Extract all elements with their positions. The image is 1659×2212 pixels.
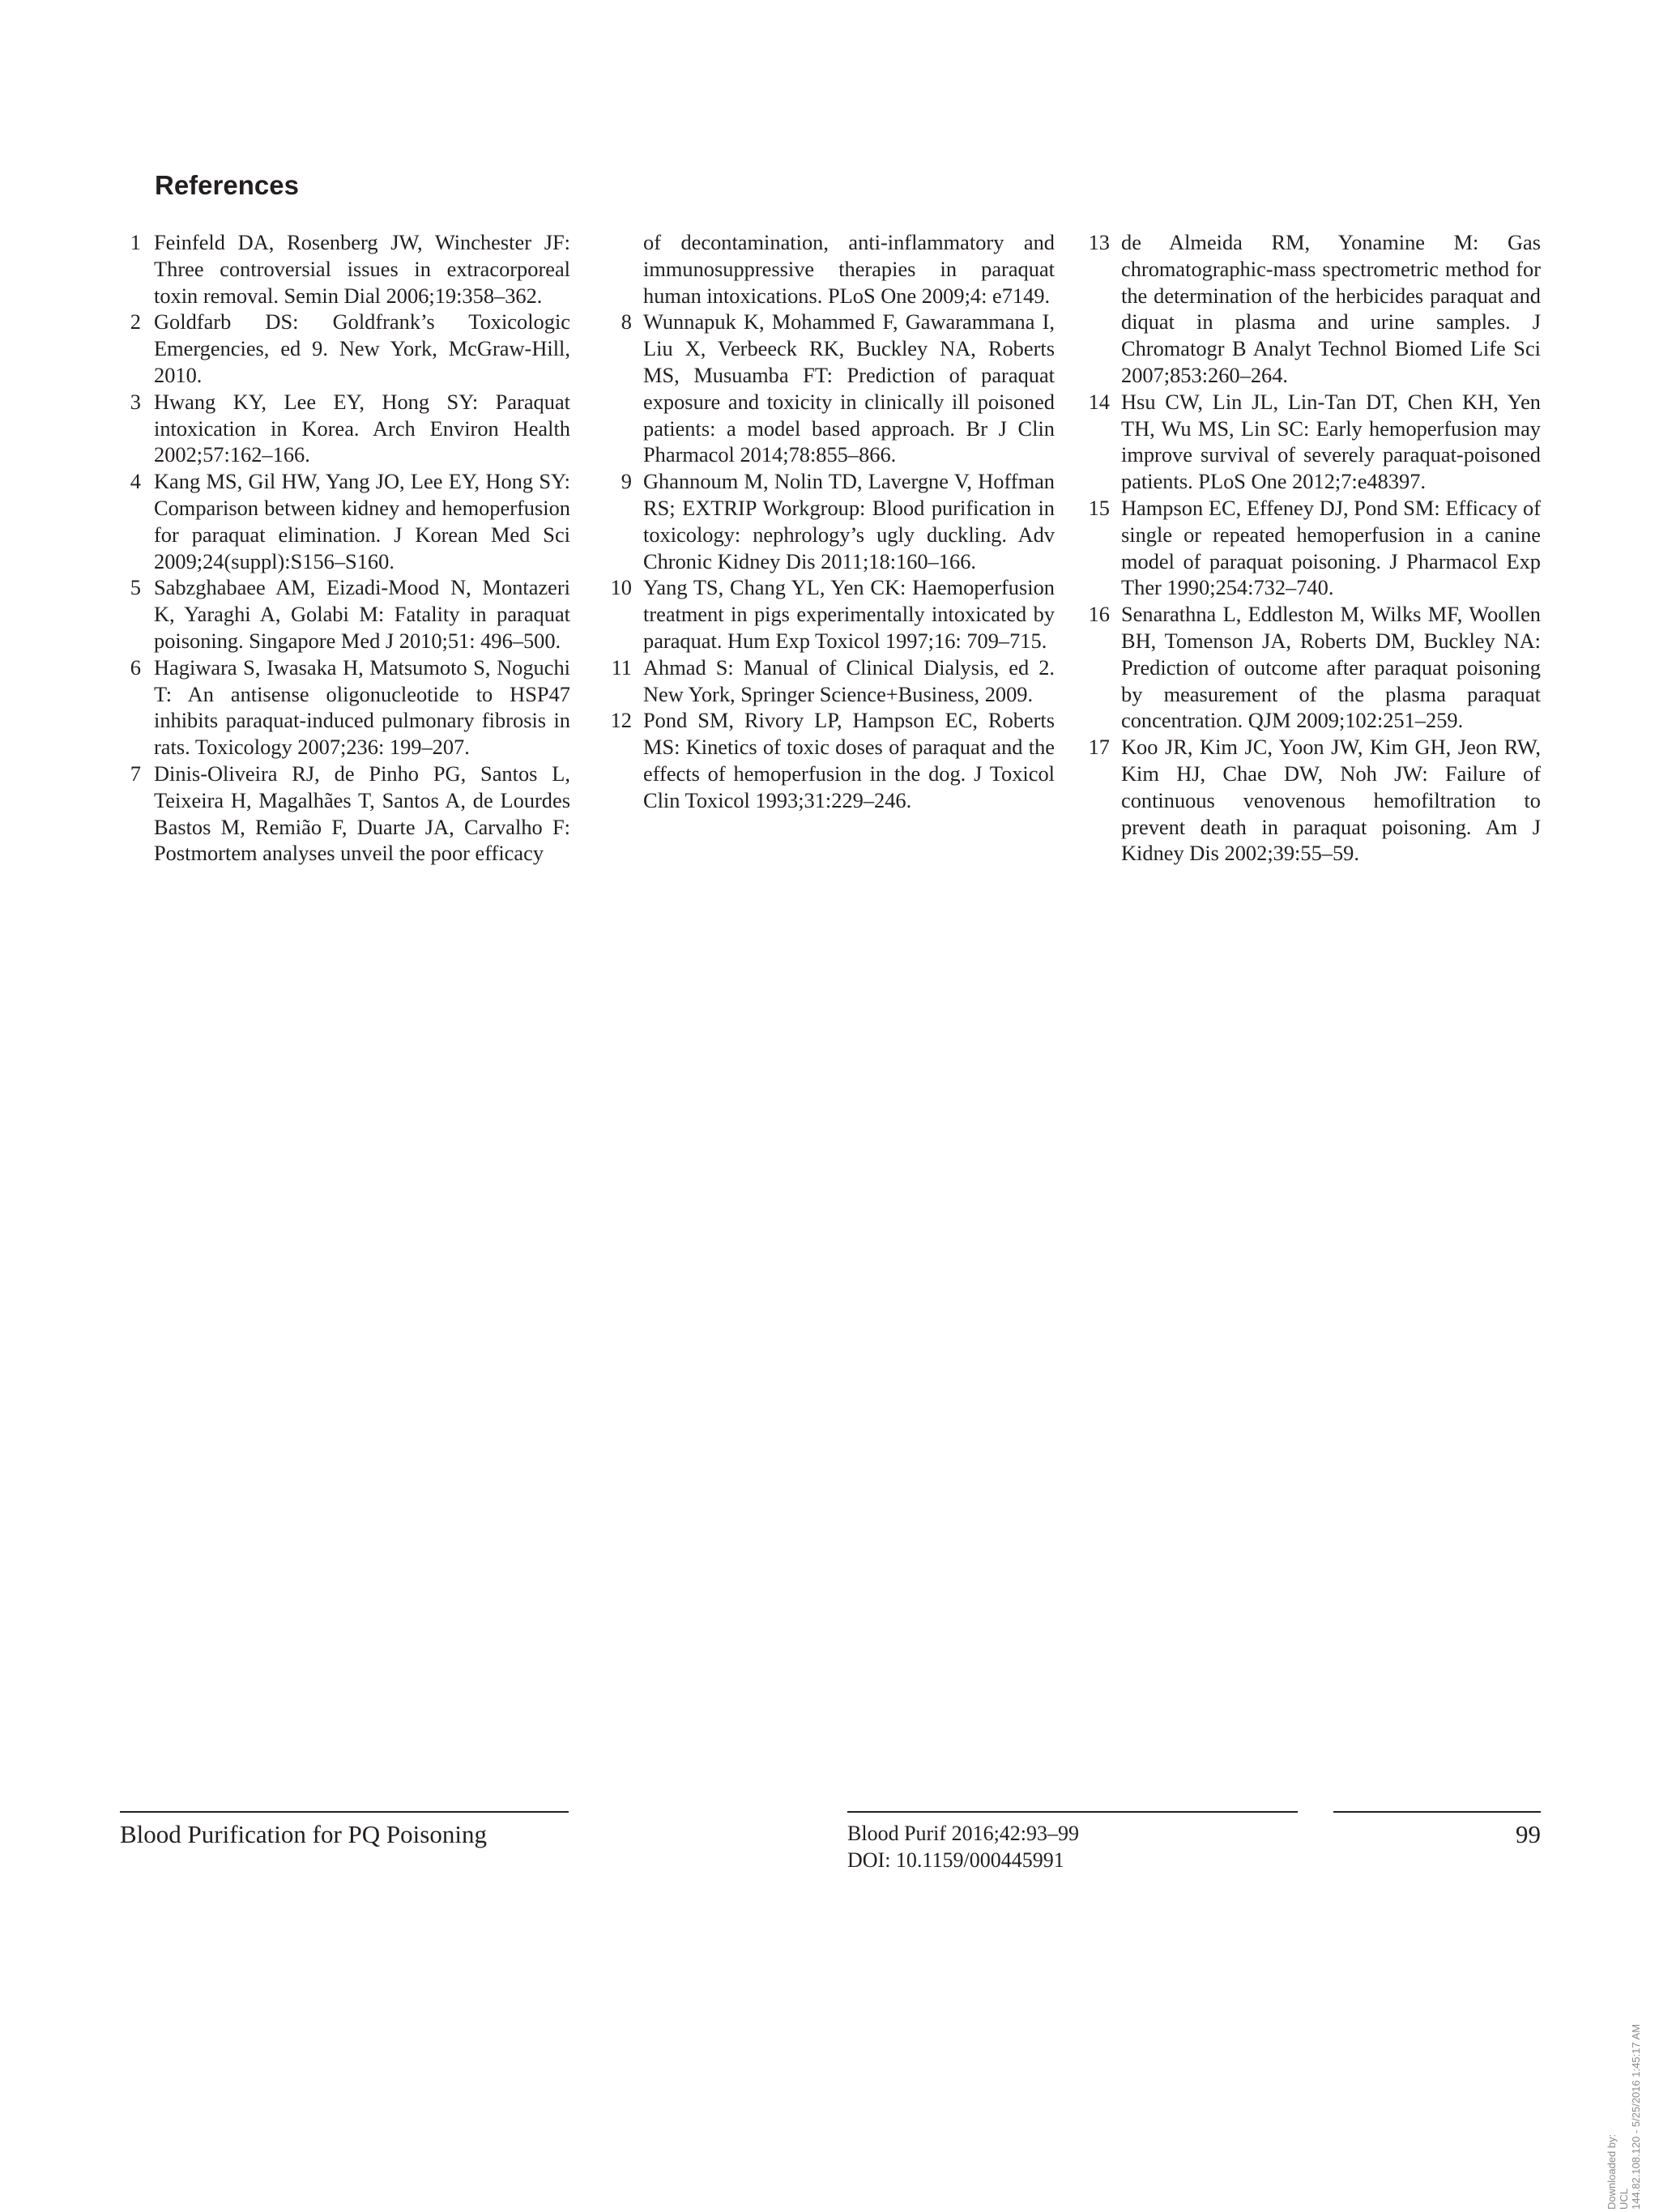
reference-number: 7 <box>130 761 141 786</box>
reference-text: Hampson EC, Effeney DJ, Pond SM: Efficacy of single or repeated hemoperfusion in a canine model of paraquat poisoning. J Pharmacol Exp Ther 1990;254:732–740. <box>1121 495 1541 600</box>
reference-item <box>1079 389 1541 495</box>
reference-text: Wunnapuk K, Mohammed F, Gawarammana I, Liu X, Verbeeck RK, Buckley NA, Roberts MS, Musuamba FT: Prediction of paraquat exposure and toxicity in clinically ill poisoned patients: a model based approach. Br J Clin Pharmacol 2014;78:855–866. <box>643 309 1055 467</box>
reference-item <box>601 654 1055 708</box>
footer-rule-left <box>120 1811 569 1813</box>
reference-item <box>1079 734 1541 867</box>
reference-item <box>601 309 1055 468</box>
reference-number: 9 <box>621 469 632 494</box>
reference-text: Feinfeld DA, Rosenberg JW, Winchester JF: Three controversial issues in extracorporeal toxin removal. Semin Dial 2006;19:358–362. <box>154 230 570 308</box>
reference-text: Dinis-Oliveira RJ, de Pinho PG, Santos L, Teixeira H, Magalhães T, Santos A, de Lourdes Bastos M, Remião F, Duarte JA, Carvalho F: Postmortem analyses unveil the poor efficacy <box>154 761 570 866</box>
reference-text: Yang TS, Chang YL, Yen CK: Haemoperfusion treatment in pigs experimentally intoxicated by paraquat. Hum Exp Toxicol 1997;16: 709–715. <box>643 575 1055 653</box>
watermark-line: Downloaded by: <box>1606 2133 1618 2210</box>
reference-number: 5 <box>130 575 141 600</box>
reference-text: Kang MS, Gil HW, Yang JO, Lee EY, Hong SY: Comparison between kidney and hemoperfusion for paraquat elimination. J Korean Med Sci 2009;24(suppl):S156–S160. <box>154 469 570 573</box>
reference-item <box>125 654 570 761</box>
reference-text: Hwang KY, Lee EY, Hong SY: Paraquat intoxication in Korea. Arch Environ Health 2002;57:162–166. <box>154 389 570 467</box>
reference-text: Goldfarb DS: Goldfrank’s Toxicologic Emergencies, ed 9. New York, McGraw-Hill, 2010. <box>154 309 570 387</box>
reference-item <box>125 229 570 309</box>
footer-running-title: Blood Purification for PQ Poisoning <box>120 1820 487 1848</box>
footer-citation <box>847 1820 1079 1873</box>
reference-number: 4 <box>130 469 141 494</box>
reference-number: 1 <box>130 230 141 254</box>
reference-number: 14 <box>1088 389 1110 414</box>
footer-journal-reference: Blood Purif 2016;42:93–99 <box>847 1822 1080 1845</box>
reference-number: 8 <box>621 309 632 335</box>
reference-number: 6 <box>130 654 141 680</box>
page-number: 99 <box>1516 1820 1541 1848</box>
reference-number: 2 <box>130 309 141 335</box>
reference-item <box>125 309 570 388</box>
reference-text: Ahmad S: Manual of Clinical Dialysis, ed 2. New York, Springer Science+Business, 2009. <box>643 654 1055 706</box>
reference-item <box>601 707 1055 813</box>
download-watermark <box>1606 2024 1642 2210</box>
watermark-line: UCL <box>1618 2188 1630 2210</box>
reference-continuation <box>601 229 1055 309</box>
footer-doi: DOI: 10.1159/000445991 <box>847 1848 1064 1872</box>
reference-item <box>125 389 570 468</box>
reference-number: 17 <box>1088 735 1110 760</box>
references-column-1 <box>125 229 570 867</box>
reference-text: Koo JR, Kim JC, Yoon JW, Kim GH, Jeon RW, Kim HJ, Chae DW, Noh JW: Failure of continuous venovenous hemofiltration to prevent death in paraquat poisoning. Am J Kidney Dis 2002;39:55–59. <box>1121 735 1541 866</box>
reference-number: 11 <box>611 654 632 680</box>
references-column-2 <box>601 229 1055 814</box>
reference-text: Sabzghabaee AM, Eizadi-Mood N, Montazeri K, Yaraghi A, Golabi M: Fatality in paraquat poisoning. Singapore Med J 2010;51: 496–500. <box>154 575 570 653</box>
reference-number: 10 <box>610 575 632 600</box>
reference-text: Pond SM, Rivory LP, Hampson EC, Roberts MS: Kinetics of toxic doses of paraquat and the effects of hemoperfusion in the dog. J Toxicol Clin Toxicol 1993;31:229–246. <box>643 708 1055 812</box>
reference-number: 12 <box>610 708 632 733</box>
reference-number: 16 <box>1088 602 1110 627</box>
reference-text: Ghannoum M, Nolin TD, Lavergne V, Hoffman RS; EXTRIP Workgroup: Blood purification in toxicology: nephrology’s ugly duckling. Adv Chronic Kidney Dis 2011;18:160–166. <box>643 469 1055 573</box>
references-column-3 <box>1079 229 1541 867</box>
reference-item <box>125 761 570 867</box>
reference-number: 15 <box>1088 495 1110 520</box>
reference-text: Senarathna L, Eddleston M, Wilks MF, Woollen BH, Tomenson JA, Roberts DM, Buckley NA: Prediction of outcome after paraquat poisoning by measurement of the plasma paraquat concentration. QJM 2009;102:251–259. <box>1121 602 1541 733</box>
reference-number: 3 <box>130 389 141 414</box>
reference-number: 13 <box>1088 230 1110 254</box>
reference-text: Hagiwara S, Iwasaka H, Matsumoto S, Noguchi T: An antisense oligonucleotide to HSP47 inhibits paraquat-induced pulmonary fibrosis in rats. Toxicology 2007;236: 199–207. <box>154 654 570 760</box>
reference-item <box>601 574 1055 654</box>
footer-rule-middle <box>847 1811 1298 1813</box>
reference-item <box>1079 229 1541 389</box>
reference-text: Hsu CW, Lin JL, Lin-Tan DT, Chen KH, Yen TH, Wu MS, Lin SC: Early hemoperfusion may improve survival of severely paraquat-poisoned patients. PLoS One 2012;7:e48397. <box>1121 389 1541 494</box>
reference-item <box>601 468 1055 574</box>
reference-item <box>1079 601 1541 734</box>
reference-item <box>125 468 570 574</box>
reference-text: of decontamination, anti-inflammatory and immunosuppressive therapies in paraquat human intoxications. PLoS One 2009;4: e7149. <box>643 230 1055 308</box>
footer-rule-right <box>1333 1811 1541 1813</box>
reference-text: de Almeida RM, Yonamine M: Gas chromatographic-mass spectrometric method for the determination of the herbicides paraquat and diquat in plasma and urine samples. J Chromatogr B Analyt Technol Biomed Life Sci 2007;853:260–264. <box>1121 230 1541 387</box>
reference-item <box>1079 495 1541 601</box>
watermark-line: 144.82.108.120 - 5/25/2016 1:45:17 AM <box>1630 2023 1642 2210</box>
references-heading: References <box>155 170 299 200</box>
reference-item <box>125 574 570 654</box>
